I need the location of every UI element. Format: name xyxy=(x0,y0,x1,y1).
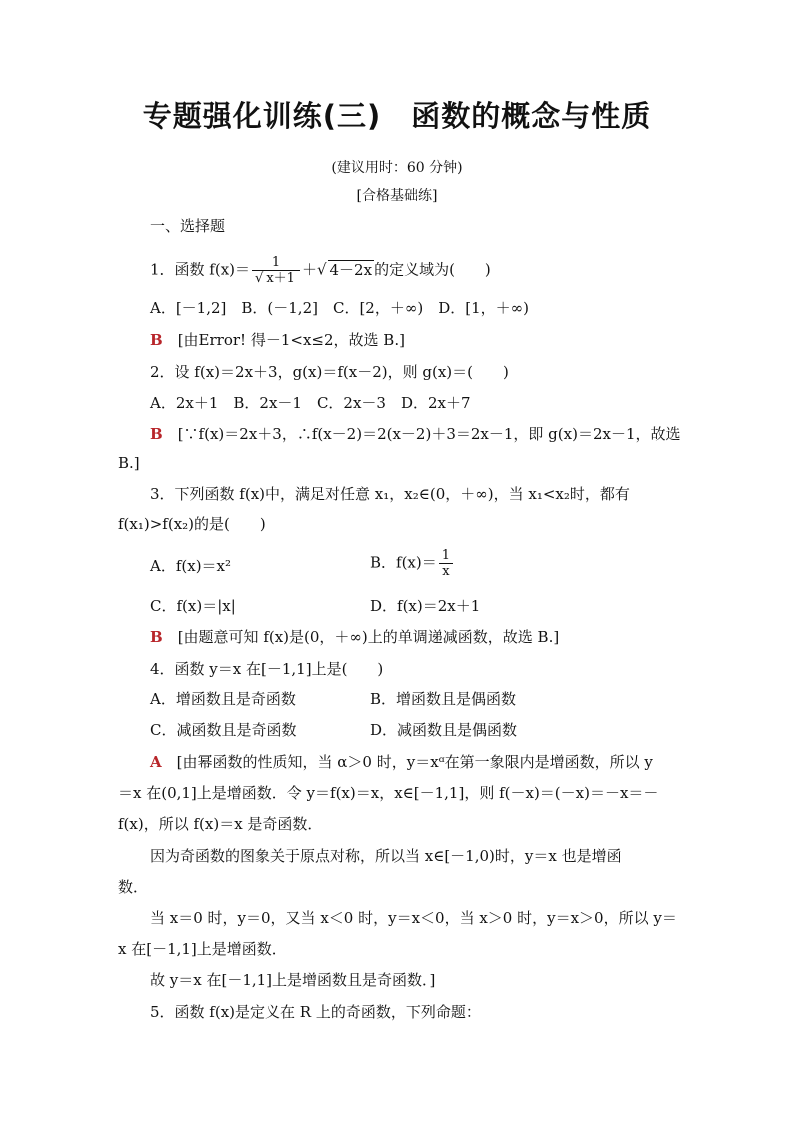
question-5-stem: 5．函数 f(x)是定义在 R 上的奇函数，下列命题： xyxy=(150,1003,481,1021)
q3-answer-letter: B xyxy=(150,628,163,646)
q1-answer-text: [由Error! 得－1<x≤2，故选 B.] xyxy=(177,331,405,349)
question-2-stem: 2．设 f(x)＝2x＋3，g(x)＝f(x－2)，则 g(x)＝( ) xyxy=(150,363,509,381)
question-4-answer-line3: f(x)，所以 f(x)＝x 是奇函数． xyxy=(118,815,323,833)
page-title: 专题强化训练(三) 函数的概念与性质 xyxy=(142,99,652,133)
question-4-stem: 4．函数 y＝x 在[－1,1]上是( ) xyxy=(150,660,384,678)
question-4-answer-line5: 数． xyxy=(118,878,149,896)
question-3-option-a: A．f(x)＝x² xyxy=(150,557,232,575)
q3-optb-num: 1 xyxy=(441,548,451,563)
q1-post: 的定义域为( ) xyxy=(374,260,491,279)
question-1-options: A．[－1,2] B．(－1,2] C．[2，＋∞) D．[1，＋∞) xyxy=(150,299,529,317)
question-4-answer-line8: 故 y＝x 在[－1,1]上是增函数且是奇函数．] xyxy=(150,971,436,989)
q3-answer-text: [由题意可知 f(x)是(0，＋∞)上的单调递减函数，故选 B.] xyxy=(177,628,560,646)
question-4-option-d: D．减函数且是偶函数 xyxy=(370,721,518,739)
section-label: [合格基础练] xyxy=(356,188,438,204)
question-2-answer xyxy=(150,424,681,444)
question-1-answer xyxy=(150,330,405,350)
q1-answer-letter: B xyxy=(150,331,163,349)
q1-frac-den-radicand: x＋1 xyxy=(266,271,295,286)
question-3-answer xyxy=(150,627,559,647)
q1-fraction xyxy=(252,255,300,286)
q3-optb-den: x xyxy=(439,563,452,579)
question-3-stem-line2: f(x₁)>f(x₂)的是( ) xyxy=(118,515,266,533)
question-4-answer-line4: 因为奇函数的图象关于原点对称，所以当 x∈[－1,0)时，y＝x 也是增函 xyxy=(150,847,622,865)
question-4-answer-line7: x 在[－1,1]上是增函数． xyxy=(118,940,287,958)
q3-optb-fraction xyxy=(439,548,453,579)
question-4-answer-line2: ＝x 在(0,1]上是增函数．令 y＝f(x)＝x，x∈[－1,1]，则 f(－x)＝(－x)＝－x＝－ xyxy=(118,784,659,802)
q1-frac-num: 1 xyxy=(271,255,281,270)
question-4-answer-line6: 当 x＝0 时，y＝0，又当 x＜0 时，y＝x＜0，当 x＞0 时，y＝x＞0，所以 y＝ xyxy=(150,909,677,927)
question-2-answer-cont: B.] xyxy=(118,454,140,472)
question-2-options: A．2x＋1 B．2x－1 C．2x－3 D．2x＋7 xyxy=(150,394,471,412)
q3-optb-pre: B．f(x)＝ xyxy=(370,553,437,572)
question-1-stem: 1．函数 f(x)＝ $\frac{1}{√ x+1}$ ＋√ 4－2x 的定义域为( ) xyxy=(150,255,491,286)
q1-pre: 1．函数 f(x)＝ xyxy=(150,260,251,279)
q1-plus: ＋ xyxy=(301,260,317,279)
q2-answer-text: [∵f(x)＝2x＋3，∴f(x－2)＝2(x－2)＋3＝2x－1，即 g(x)＝2x－1，故选 xyxy=(177,425,681,443)
q2-answer-letter: B xyxy=(150,425,163,443)
time-note: (建议用时：60 分钟) xyxy=(331,160,463,176)
question-3-stem-line1: 3．下列函数 f(x)中，满足对任意 x₁，x₂∈(0，＋∞)，当 x₁<x₂时，都有 xyxy=(150,485,630,503)
question-4-option-c: C．减函数且是奇函数 xyxy=(150,721,297,739)
question-3-option-c: C．f(x)＝|x| xyxy=(150,597,236,615)
question-3-option-d: D．f(x)＝2x＋1 xyxy=(370,597,481,615)
question-4-answer-line1 xyxy=(150,752,653,772)
part-heading: 一、选择题 xyxy=(150,217,226,235)
question-4-option-b: B．增函数且是偶函数 xyxy=(370,690,517,708)
q1-frac-den: √ x＋1 xyxy=(252,270,300,286)
question-3-option-b xyxy=(370,548,455,579)
q4-answer-letter: A xyxy=(150,753,162,771)
q1-sqrt-radicand: 4－2x xyxy=(329,260,373,279)
question-4-option-a: A．增函数且是奇函数 xyxy=(150,690,296,708)
q4-answer-text-l1: [由幂函数的性质知，当 α＞0 时，y＝xᵅ在第一象限内是增函数，所以 y xyxy=(176,753,653,771)
